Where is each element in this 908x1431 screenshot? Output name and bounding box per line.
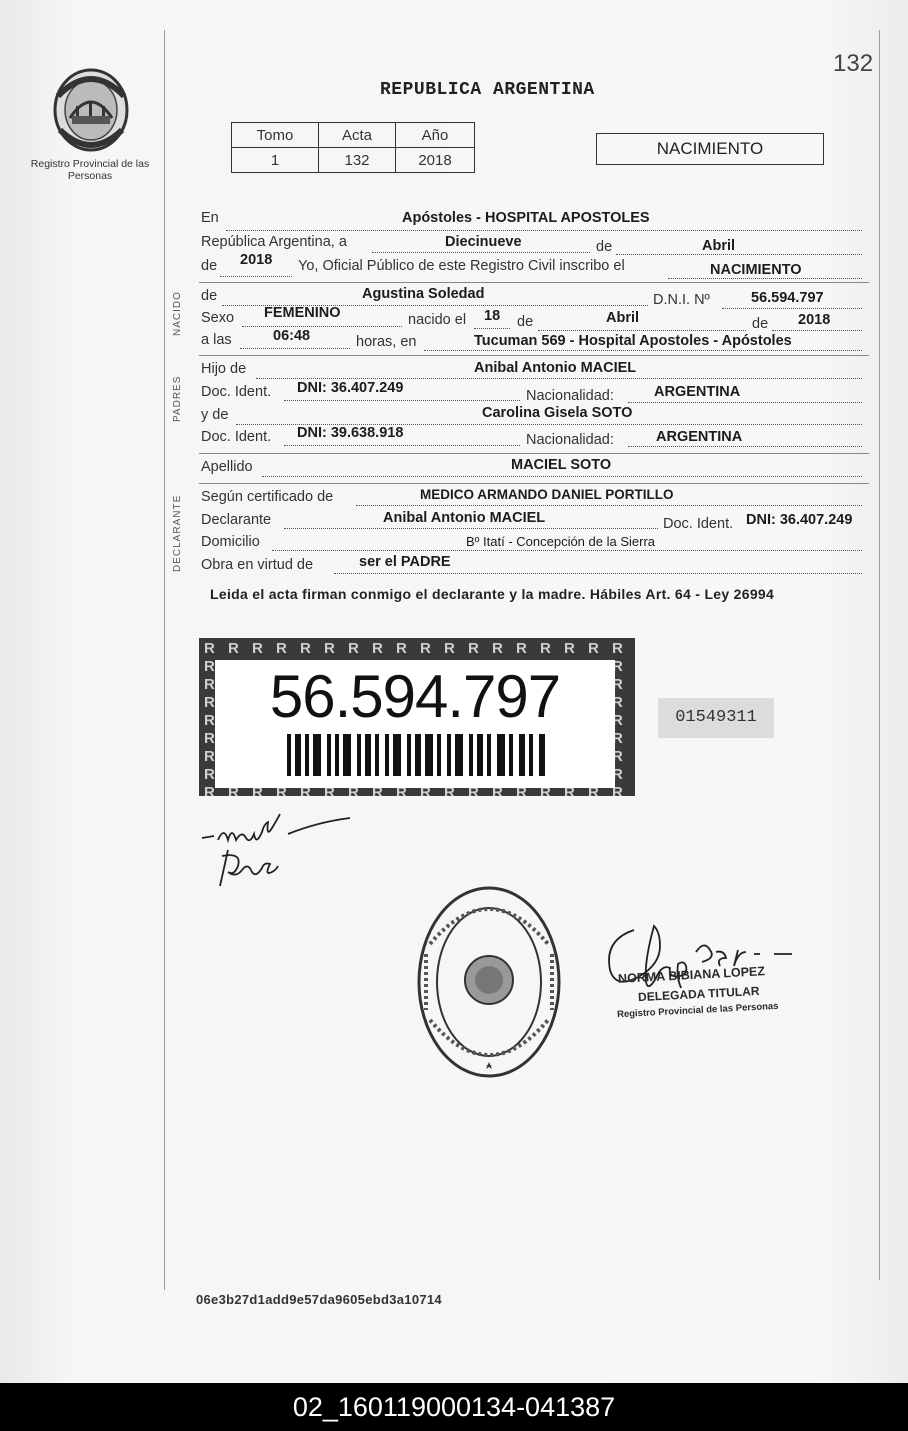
side-label-nacido: NACIDO: [172, 291, 183, 336]
section-separator: [199, 282, 869, 283]
dotted-line: [616, 254, 862, 255]
label-de-name: de: [201, 288, 218, 304]
label-nacido-el: nacido el: [408, 312, 467, 328]
value-madre: Carolina Gisela SOTO: [482, 405, 633, 421]
value-birth-year: 2018: [798, 312, 831, 328]
footer-id-bar: 02_160119000134-041387: [0, 1383, 908, 1431]
section-separator: [199, 453, 869, 454]
value-day-words: Diecinueve: [445, 234, 522, 250]
label-obra: Obra en virtud de: [201, 557, 314, 573]
value-sexo: FEMENINO: [264, 305, 341, 321]
label-a-las: a las: [201, 332, 232, 348]
value-madre-nac: ARGENTINA: [656, 429, 743, 445]
dotted-line: [772, 330, 862, 331]
value-place: Apóstoles - HOSPITAL APOSTOLES: [402, 210, 650, 226]
side-label-padres: PADRES: [172, 375, 183, 422]
value-domicilio: Bº Itatí - Concepción de la Sierra: [466, 534, 656, 549]
dotted-line: [284, 400, 520, 401]
dotted-line: [372, 252, 590, 253]
dotted-line: [256, 378, 862, 379]
side-label-declarante: DECLARANTE: [172, 494, 183, 572]
label-segun: Según certificado de: [201, 489, 334, 505]
label-de-year: de: [201, 258, 218, 274]
section-separator: [199, 483, 869, 484]
dotted-line: [334, 573, 862, 574]
dotted-line: [474, 328, 510, 329]
label-republica: República Argentina, a: [201, 234, 347, 250]
dotted-line: [262, 476, 862, 477]
dotted-line: [722, 308, 862, 309]
ref-value-ano: 2018: [396, 148, 475, 173]
dotted-line: [284, 528, 658, 529]
label-declarante: Declarante: [201, 512, 272, 528]
closing-statement: Leida el acta firman conmigo el declarante y la madre. Hábiles Art. 64 - Ley 26994: [210, 586, 775, 602]
declarant-signature: [198, 812, 358, 892]
value-declarante: Anibal Antonio MACIEL: [383, 510, 546, 526]
label-y-de: y de: [201, 407, 229, 423]
label-domicilio: Domicilio: [201, 534, 260, 550]
label-sexo: Sexo: [201, 310, 235, 326]
value-inscribe: NACIMIENTO: [710, 262, 802, 278]
dotted-line: [220, 276, 292, 277]
value-hora: 06:48: [273, 328, 311, 344]
value-birth-month: Abril: [606, 310, 640, 326]
label-doc-ident-declarante: Doc. Ident.: [663, 516, 734, 532]
value-month: Abril: [702, 238, 736, 254]
document-title: REPUBLICA ARGENTINA: [380, 80, 595, 100]
official-stamp: [414, 884, 564, 1080]
label-hijo-de: Hijo de: [201, 361, 247, 377]
value-obra: ser el PADRE: [359, 554, 451, 570]
official-org: Registro Provincial de las Personas: [616, 1000, 779, 1021]
value-certificado: MEDICO ARMANDO DANIEL PORTILLO: [420, 487, 674, 502]
value-name: Agustina Soledad: [362, 286, 485, 302]
dotted-line: [628, 402, 862, 403]
provincial-seal-logo: [50, 66, 132, 154]
value-birth-day: 18: [484, 308, 501, 324]
label-yo: Yo, Oficial Público de este Registro Civil inscribo el: [298, 258, 625, 274]
label-de-month: de: [517, 314, 534, 330]
page-number: 132: [833, 50, 874, 77]
left-margin-line: [164, 30, 165, 1290]
dotted-line: [272, 550, 862, 551]
value-padre: Anibal Antonio MACIEL: [474, 360, 637, 376]
barcode-bars: [287, 734, 547, 776]
label-en: En: [201, 210, 219, 226]
label-de: de: [596, 239, 613, 255]
barcode-dni-number: 56.594.797: [269, 663, 561, 730]
value-dni: 56.594.797: [751, 290, 824, 306]
value-declarante-doc: DNI: 36.407.249: [746, 512, 853, 528]
official-name: NORMA BIBIANA LOPEZ: [617, 964, 766, 986]
ref-header-acta: Acta: [319, 123, 396, 148]
label-de-year2: de: [752, 316, 769, 332]
dotted-line: [424, 350, 862, 351]
document-hash: 06e3b27d1add9e57da9605ebd3a10714: [196, 1292, 442, 1307]
dotted-line: [628, 446, 862, 447]
official-title: DELEGADA TITULAR: [637, 983, 760, 1005]
ref-value-tomo: 1: [232, 148, 319, 173]
label-nacionalidad-padre: Nacionalidad:: [526, 388, 614, 404]
ref-header-tomo: Tomo: [232, 123, 319, 148]
value-padre-doc: DNI: 36.407.249: [297, 380, 404, 396]
label-doc-ident-madre: Doc. Ident.: [201, 429, 272, 445]
act-type-box: NACIMIENTO: [596, 133, 824, 165]
value-madre-doc: DNI: 39.638.918: [297, 425, 404, 441]
right-margin-line: [879, 30, 880, 1280]
value-year: 2018: [240, 252, 273, 268]
label-doc-ident-padre: Doc. Ident.: [201, 384, 272, 400]
dotted-line: [242, 326, 402, 327]
reference-table: [231, 122, 475, 173]
serial-number: 01549311: [658, 698, 774, 738]
dotted-line: [284, 445, 520, 446]
label-nacionalidad-madre: Nacionalidad:: [526, 432, 614, 448]
ref-header-ano: Año: [396, 123, 475, 148]
label-apellido: Apellido: [201, 459, 253, 475]
dotted-line: [356, 505, 862, 506]
logo-caption: Registro Provincial de las Personas: [30, 158, 150, 182]
value-padre-nac: ARGENTINA: [654, 384, 741, 400]
value-apellido: MACIEL SOTO: [511, 457, 612, 473]
ref-value-acta: 132: [319, 148, 396, 173]
dotted-line: [668, 278, 862, 279]
dotted-line: [240, 348, 350, 349]
dotted-line: [226, 230, 862, 231]
label-horas-en: horas, en: [356, 334, 417, 350]
label-dni-no: D.N.I. Nº: [653, 292, 710, 308]
value-lugar: Tucuman 569 - Hospital Apostoles - Apóstoles: [474, 333, 792, 349]
barcode-label: [199, 638, 635, 796]
section-separator: [199, 355, 869, 356]
barcode-panel: [215, 660, 615, 788]
dotted-line: [538, 330, 746, 331]
